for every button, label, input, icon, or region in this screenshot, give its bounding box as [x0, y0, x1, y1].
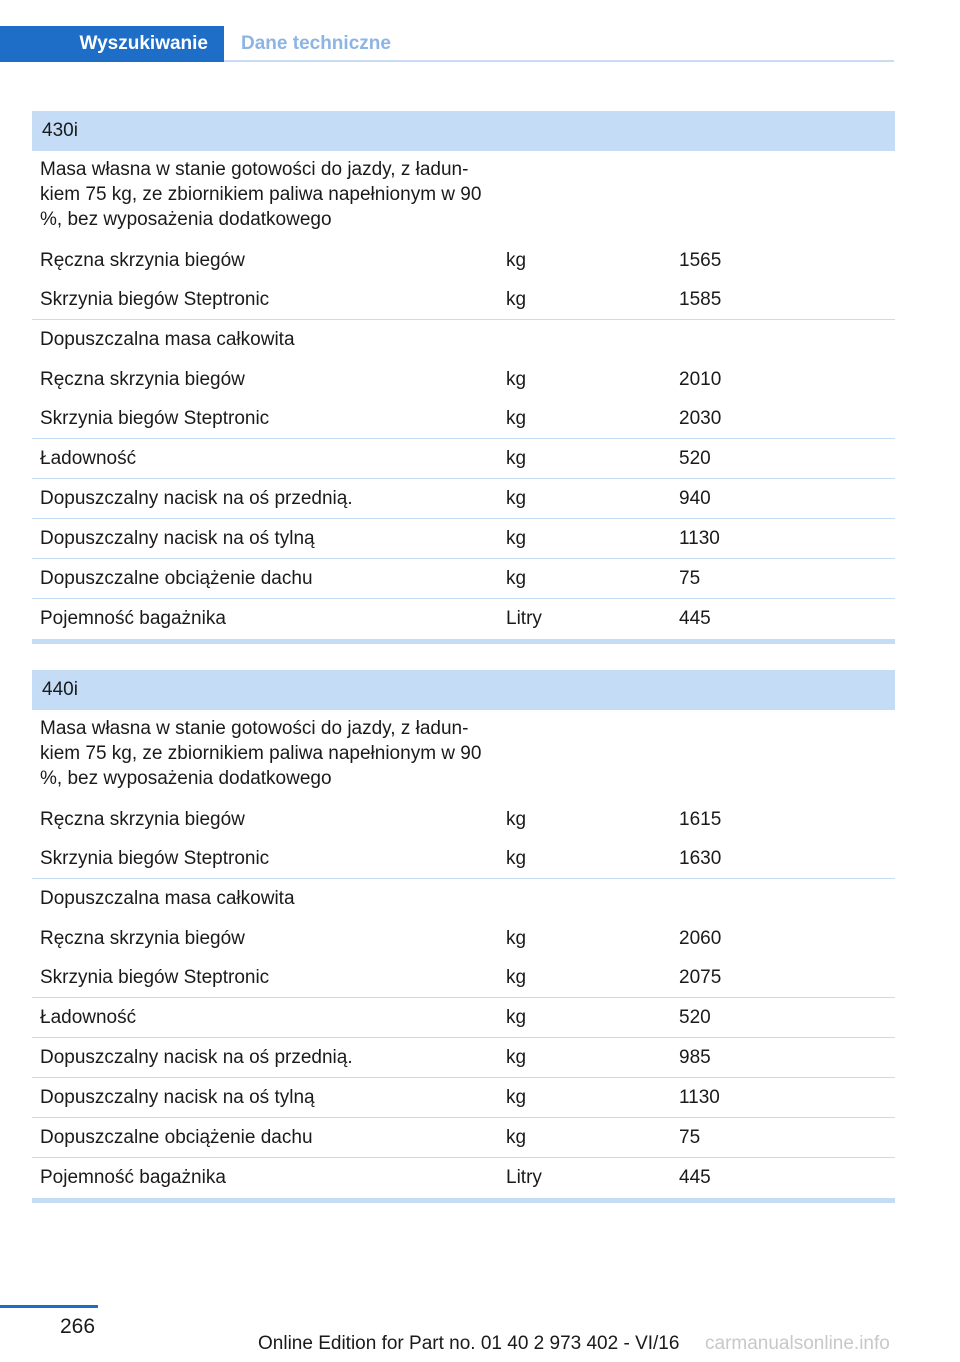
row-unit: kg: [506, 1126, 527, 1148]
table-row: [32, 439, 895, 479]
row-value: 2030: [679, 407, 722, 429]
row-value: 445: [679, 1167, 711, 1188]
row-label: Ręczna skrzynia biegów: [40, 927, 245, 949]
row-value: 520: [679, 447, 711, 469]
header-divider: [224, 60, 894, 62]
footer-accent-line: [0, 1305, 98, 1308]
table-title: 440i: [32, 670, 895, 710]
row-label: Dopuszczalne obciążenie dachu: [40, 567, 313, 589]
row-unit: kg: [506, 966, 527, 988]
row-value: 2060: [679, 927, 722, 949]
row-unit: kg: [506, 927, 527, 949]
table-row: [32, 958, 895, 998]
row-label: Ręczna skrzynia biegów: [40, 808, 245, 830]
row-value: 520: [679, 1006, 711, 1028]
table-row: [32, 800, 895, 839]
row-unit: Litry: [506, 1167, 542, 1188]
row-unit: kg: [506, 407, 527, 429]
row-unit: kg: [506, 1046, 527, 1068]
row-value: 1130: [679, 1086, 720, 1108]
table-row: [32, 1078, 895, 1118]
row-label: Dopuszczalny nacisk na oś przednią.: [40, 487, 353, 509]
table-row: [32, 399, 895, 439]
row-value: 2010: [679, 368, 722, 390]
table-row: [32, 241, 895, 280]
row-value: 75: [679, 567, 701, 589]
row-unit: kg: [506, 249, 527, 271]
row-value: 985: [679, 1046, 711, 1068]
spec-table-440i: [32, 670, 895, 1203]
table-row: [32, 320, 895, 360]
row-unit: kg: [506, 567, 527, 589]
row-label: Dopuszczalne obciążenie dachu: [40, 1126, 313, 1148]
table-row: [32, 1038, 895, 1078]
table-row: [32, 998, 895, 1038]
edition-note: Online Edition for Part no. 01 40 2 973 402 - VI/16: [258, 1333, 680, 1354]
table-row: [32, 1158, 895, 1198]
table-row: [32, 599, 895, 639]
row-label: Dopuszczalny nacisk na oś tylną: [40, 527, 315, 549]
row-label: Pojemność bagażnika: [40, 1167, 226, 1188]
row-label: Skrzynia biegów Steptronic: [40, 407, 270, 429]
row-value: 75: [679, 1126, 701, 1148]
row-value: 1615: [679, 808, 722, 830]
page-number: 266: [60, 1315, 96, 1338]
tab-technical-data[interactable]: Dane techniczne: [241, 33, 391, 54]
row-label: Masa własna w stanie gotowości do jazdy, z ładun-kiem 75 kg, ze zbiornikiem paliwa napełnionym w 90 %, bez wyposażenia dodatkowego: [40, 159, 482, 230]
table-row: [32, 280, 895, 320]
row-label: Pojemność bagażnika: [40, 608, 226, 629]
table-row: [32, 151, 895, 241]
row-unit: kg: [506, 527, 527, 549]
row-unit: kg: [506, 1086, 527, 1108]
table-row: [32, 839, 895, 879]
row-value: 1565: [679, 249, 722, 271]
row-label: Dopuszczalny nacisk na oś tylną: [40, 1086, 315, 1108]
tab-search[interactable]: Wyszukiwanie: [0, 26, 224, 62]
row-label: Ładowność: [40, 447, 137, 469]
table-row: [32, 479, 895, 519]
row-label: Skrzynia biegów Steptronic: [40, 966, 270, 988]
row-unit: kg: [506, 288, 527, 310]
table-row: [32, 710, 895, 800]
table-row: [32, 519, 895, 559]
table-title: 430i: [32, 111, 895, 151]
row-value: 2075: [679, 966, 722, 988]
row-unit: kg: [506, 368, 527, 390]
row-value: 940: [679, 487, 711, 509]
table-row: [32, 879, 895, 919]
row-label: Ręczna skrzynia biegów: [40, 368, 245, 390]
row-label: Dopuszczalny nacisk na oś przednią.: [40, 1046, 353, 1068]
row-label: Skrzynia biegów Steptronic: [40, 847, 270, 869]
row-label: Skrzynia biegów Steptronic: [40, 288, 270, 310]
row-unit: kg: [506, 487, 527, 509]
row-unit: kg: [506, 847, 527, 869]
row-label: Ładowność: [40, 1006, 137, 1028]
table-row: [32, 919, 895, 958]
row-value: 1130: [679, 527, 720, 549]
table-bottom-rule: [32, 1198, 895, 1203]
row-value: 1585: [679, 288, 722, 310]
row-label: Dopuszczalna masa całkowita: [40, 329, 295, 350]
spec-table-430i: [32, 111, 895, 644]
row-unit: kg: [506, 1006, 527, 1028]
row-value: 1630: [679, 847, 722, 869]
table-row: [32, 360, 895, 399]
row-value: 445: [679, 608, 711, 629]
table-row: [32, 559, 895, 599]
row-unit: kg: [506, 808, 527, 830]
row-label: Masa własna w stanie gotowości do jazdy, z ładun-kiem 75 kg, ze zbiornikiem paliwa napełnionym w 90 %, bez wyposażenia dodatkowego: [40, 718, 482, 789]
table-bottom-rule: [32, 639, 895, 644]
row-label: Dopuszczalna masa całkowita: [40, 888, 295, 909]
table-row: [32, 1118, 895, 1158]
row-label: Ręczna skrzynia biegów: [40, 249, 245, 271]
row-unit: Litry: [506, 608, 542, 629]
header-bar: [0, 0, 960, 64]
watermark: carmanualsonline.info: [705, 1333, 890, 1354]
row-unit: kg: [506, 447, 527, 469]
